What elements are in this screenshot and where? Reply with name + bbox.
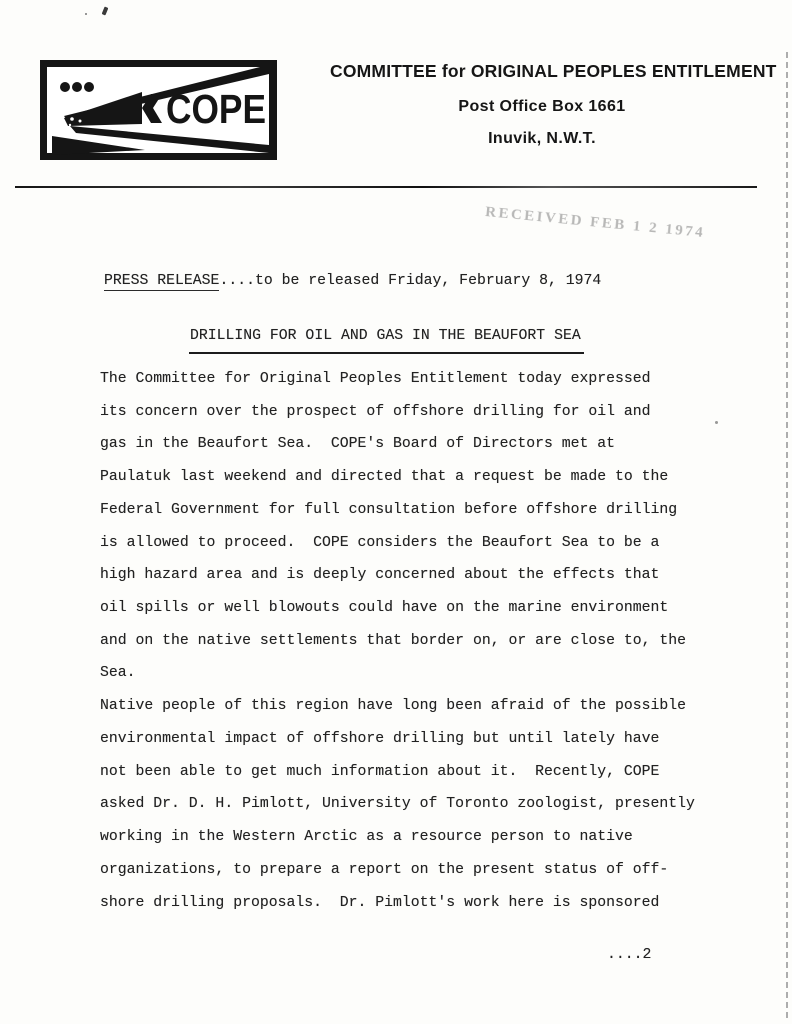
typewritten-line: organizations, to prepare a report on the present status of off- xyxy=(100,861,669,878)
scan-speck xyxy=(715,421,718,424)
typewritten-line: Paulatuk last weekend and directed that a request be made to the xyxy=(100,469,669,486)
letterhead xyxy=(330,61,777,148)
release-line xyxy=(104,273,601,289)
typewritten-line: not been able to get much information about it. Recently, COPE xyxy=(100,763,660,780)
press-release-label: PRESS RELEASE xyxy=(104,273,220,289)
letterhead-divider xyxy=(15,186,757,188)
typewritten-line: its concern over the prospect of offshore drilling for oil and xyxy=(100,403,651,420)
scan-speck xyxy=(102,7,109,16)
typewritten-line: The Committee for Original Peoples Entitlement today expressed xyxy=(100,371,651,387)
org-name: COMMITTEE for ORIGINAL PEOPLES ENTITLEMENT xyxy=(330,61,777,81)
typewritten-line: shore drilling proposals. Dr. Pimlott's work here is sponsored xyxy=(100,894,660,911)
typewritten-line: Native people of this region have long been afraid of the possible xyxy=(100,698,687,715)
press-release-body xyxy=(100,371,695,927)
typewritten-line: working in the Western Arctic as a resource person to native xyxy=(100,829,633,846)
typewritten-line: gas in the Beaufort Sea. COPE's Board of Directors met at xyxy=(100,436,616,453)
typewritten-line: environmental impact of offshore drilling but until lately have xyxy=(100,730,660,747)
typewritten-line: oil spills or well blowouts could have on the marine environment xyxy=(100,600,669,617)
typewritten-line: high hazard area and is deeply concerned about the effects that xyxy=(100,567,660,584)
typewritten-line: and on the native settlements that border on, or are close to, the xyxy=(100,632,687,649)
page-continuation-marker: ....2 xyxy=(607,947,652,963)
release-date-text: ....to be released Friday, February 8, 1974 xyxy=(219,273,602,289)
city-line: Inuvik, N.W.T. xyxy=(488,130,596,147)
scan-speck xyxy=(85,13,87,15)
typewritten-line: Sea. xyxy=(100,665,136,682)
received-date-stamp: RECEIVED FEB 1 2 1974 xyxy=(484,204,706,242)
scan-edge-artifact xyxy=(786,52,788,1018)
po-box-line: Post Office Box 1661 xyxy=(458,98,626,115)
typewritten-line: asked Dr. D. H. Pimlott, University of Toronto zoologist, presently xyxy=(100,796,695,813)
logo-text: COPE xyxy=(166,86,266,132)
document-title: DRILLING FOR OIL AND GAS IN THE BEAUFORT SEA xyxy=(189,328,584,354)
cope-pennant-logo-icon xyxy=(40,60,277,160)
typewritten-line: is allowed to proceed. COPE considers the Beaufort Sea to be a xyxy=(100,534,660,551)
typewritten-line: Federal Government for full consultation before offshore drilling xyxy=(100,501,678,518)
